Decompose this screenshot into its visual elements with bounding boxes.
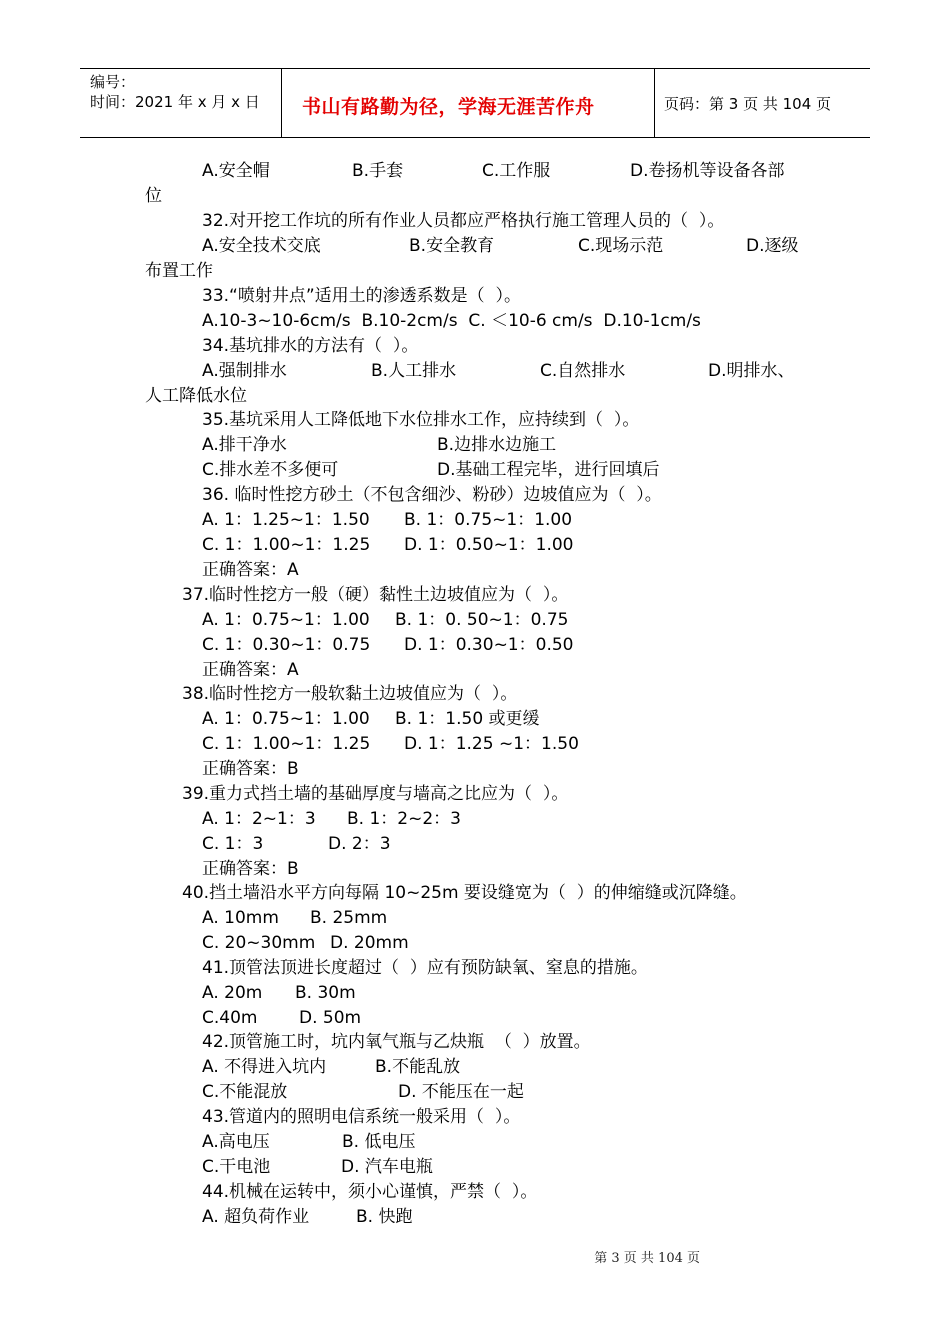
text-line: A. 20m [202, 983, 263, 1003]
text-line: B. 25mm [310, 908, 388, 928]
text-line: B.安全教育 [409, 236, 495, 256]
text-line: B.边排水边施工 [437, 435, 557, 455]
text-line: 36. 临时性挖方砂土（不包含细沙、粉砂）边坡值应为（ ）。 [202, 485, 662, 505]
text-line: D. 1：1.25 ~1：1.50 [404, 734, 579, 754]
header-page-number: 页码：第 3 页 共 104 页 [664, 95, 832, 113]
text-line: A.强制排水 [202, 361, 287, 381]
text-line: D.逐级 [746, 236, 799, 256]
page-footer: 第 3 页 共 104 页 [594, 1251, 700, 1266]
text-line: B. 低电压 [342, 1132, 416, 1152]
text-line: C.自然排水 [540, 361, 626, 381]
text-line: C. 1：3 [202, 834, 264, 854]
text-line: D. 50m [299, 1008, 362, 1028]
text-line: A.10-3~10-6cm/s B.10-2cm/s C. ＜10-6 cm/s D.10-1cm/s [202, 311, 701, 331]
text-line: A. 1：2~1：3 [202, 809, 316, 829]
text-line: D. 汽车电瓶 [341, 1157, 433, 1177]
text-line: D.基础工程完毕，进行回填后 [437, 460, 660, 480]
text-line: A. 1：0.75~1：1.00 [202, 610, 370, 630]
text-line: C. 1：1.00~1：1.25 [202, 535, 371, 555]
text-line: D. 2：3 [328, 834, 391, 854]
text-line: 35.基坑采用人工降低地下水位排水工作，应持续到（ ）。 [202, 410, 640, 430]
text-line: B. 1：0. 50~1：0.75 [395, 610, 569, 630]
text-line: B. 1：1.50 或更缓 [395, 709, 540, 729]
text-line: A. 不得进入坑内 [202, 1057, 327, 1077]
text-line: 33.“喷射井点”适用土的渗透系数是（ ）。 [202, 286, 521, 306]
text-line: D.卷扬机等设备各部 [630, 161, 785, 181]
text-line: 42.顶管施工时，坑内氧气瓶与乙炔瓶 （ ）放置。 [202, 1032, 591, 1052]
text-line: 43.管道内的照明电信系统一般采用（ ）。 [202, 1107, 521, 1127]
text-line: 34.基坑排水的方法有（ ）。 [202, 336, 419, 356]
header-motto: 书山有路勤为径，学海无涯苦作舟 [302, 96, 595, 118]
text-line: D.明排水、 [708, 361, 795, 381]
text-line: 39.重力式挡土墙的基础厚度与墙高之比应为（ ）。 [182, 784, 569, 804]
text-line: 32.对开挖工作坑的所有作业人员都应严格执行施工管理人员的（ ）。 [202, 211, 725, 231]
text-line: A.高电压 [202, 1132, 270, 1152]
text-line: 38.临时性挖方一般软黏土边坡值应为（ ）。 [182, 684, 518, 704]
text-line: B.人工排水 [371, 361, 457, 381]
text-line: 位 [145, 186, 162, 206]
text-line: B. 1：0.75~1：1.00 [404, 510, 573, 530]
header-divider [654, 69, 655, 137]
header-meta [90, 72, 260, 112]
text-line: B. 1：2~2：3 [347, 809, 461, 829]
text-line: A.安全技术交底 [202, 236, 321, 256]
text-line: 布置工作 [145, 261, 213, 281]
text-line: 40.挡土墙沿水平方向每隔 10~25m 要设缝宽为（ ）的伸缩缝或沉降缝。 [182, 883, 747, 903]
text-line: A. 1：0.75~1：1.00 [202, 709, 370, 729]
text-line: B. 快跑 [356, 1207, 413, 1227]
text-line: C. 1：0.30~1：0.75 [202, 635, 371, 655]
text-line: D. 1：0.30~1：0.50 [404, 635, 574, 655]
text-line: 人工降低水位 [145, 386, 247, 406]
text-line: B.不能乱放 [375, 1057, 461, 1077]
text-line: 正确答案：A [202, 660, 299, 680]
text-line: C. 1：1.00~1：1.25 [202, 734, 371, 754]
text-line: 正确答案：A [202, 560, 299, 580]
doc-date-label: 时间：2021 年 x 月 x 日 [90, 93, 260, 111]
header-divider [281, 69, 282, 137]
text-line: C.干电池 [202, 1157, 271, 1177]
text-line: C.不能混放 [202, 1082, 288, 1102]
text-line: C.40m [202, 1008, 258, 1028]
text-line: D. 20mm [330, 933, 409, 953]
text-line: A. 10mm [202, 908, 279, 928]
text-line: A.安全帽 [202, 161, 270, 181]
text-line: C.排水差不多便可 [202, 460, 339, 480]
text-line: C.工作服 [482, 161, 551, 181]
text-line: A.排干净水 [202, 435, 287, 455]
text-line: D. 不能压在一起 [398, 1082, 524, 1102]
text-line: 正确答案：B [202, 759, 299, 779]
page-header [80, 68, 870, 138]
text-line: B. 30m [295, 983, 356, 1003]
text-line: 37.临时性挖方一般（硬）黏性土边坡值应为（ ）。 [182, 585, 569, 605]
text-line: C.现场示范 [578, 236, 664, 256]
text-line: 正确答案：B [202, 859, 299, 879]
doc-code-label: 编号： [90, 73, 136, 91]
text-line: 44.机械在运转中，须小心谨慎，严禁（ ）。 [202, 1182, 538, 1202]
text-line: C. 20~30mm [202, 933, 316, 953]
text-line: D. 1：0.50~1：1.00 [404, 535, 574, 555]
text-line: A. 1：1.25~1：1.50 [202, 510, 370, 530]
text-line: B.手套 [352, 161, 404, 181]
text-line: A. 超负荷作业 [202, 1207, 310, 1227]
text-line: 41.顶管法顶进长度超过（ ）应有预防缺氧、窒息的措施。 [202, 958, 648, 978]
